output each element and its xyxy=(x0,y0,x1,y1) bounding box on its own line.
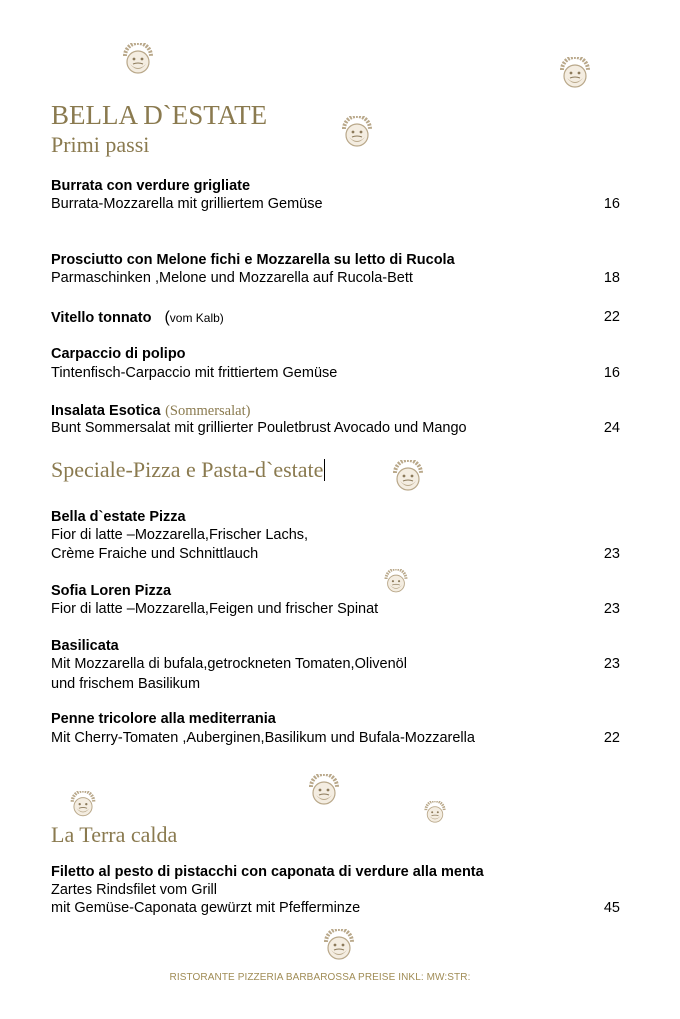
barbarossa-logo-icon xyxy=(423,801,447,825)
dish-price: 22 xyxy=(603,309,620,325)
dish-price: 16 xyxy=(603,365,620,381)
dish-name: Bella d`estate Pizza xyxy=(51,509,186,525)
section-heading-speciale xyxy=(51,457,325,483)
dish-price: 22 xyxy=(603,730,620,746)
dish-description: Fior di latte –Mozzarella,Feigen und frischer Spinat xyxy=(51,601,379,617)
dish-price: 23 xyxy=(603,656,620,672)
section-heading-primi-passi: Primi passi xyxy=(51,132,150,157)
barbarossa-logo-icon xyxy=(121,43,155,77)
dish-description: und frischem Basilikum xyxy=(51,676,201,692)
dish-description: Crème Fraiche und Schnittlauch xyxy=(51,546,259,562)
dish-name: Insalata Esotica xyxy=(51,403,161,419)
barbarossa-logo-icon xyxy=(322,929,356,963)
dish-name-row xyxy=(51,309,224,327)
barbarossa-logo-icon xyxy=(69,791,97,819)
dish-price: 16 xyxy=(603,196,620,212)
dish-name: Burrata con verdure grigliate xyxy=(51,178,251,194)
dish-name: Carpaccio di polipo xyxy=(51,346,186,362)
footer-text: RISTORANTE PIZZERIA BARBAROSSA PREISE INKL: MW:STR: xyxy=(169,972,471,983)
menu-title: BELLA D`ESTATE xyxy=(51,100,268,130)
dish-description: Zartes Rindsfilet vom Grill xyxy=(51,882,217,898)
dish-note: (Sommersalat) xyxy=(165,403,251,419)
text-cursor xyxy=(324,459,325,481)
dish-name-row xyxy=(51,402,250,420)
dish-description: mit Gemüse-Caponata gewürzt mit Pfefferminze xyxy=(51,900,361,916)
dish-price: 23 xyxy=(603,601,620,617)
barbarossa-logo-icon xyxy=(558,57,592,91)
dish-price: 23 xyxy=(603,546,620,562)
dish-name: Vitello tonnato xyxy=(51,310,152,326)
section-heading-text: Speciale-Pizza e Pasta-d`estate xyxy=(51,457,324,482)
section-heading-la-terra-calda: La Terra calda xyxy=(51,822,178,847)
dish-name: Sofia Loren Pizza xyxy=(51,583,172,599)
dish-price: 45 xyxy=(603,900,620,916)
barbarossa-logo-icon xyxy=(307,774,341,808)
barbarossa-logo-icon xyxy=(383,569,409,595)
dish-description: Tintenfisch-Carpaccio mit frittiertem Gemüse xyxy=(51,365,338,381)
dish-name: Filetto al pesto di pistacchi con caponata di verdure alla menta xyxy=(51,864,484,880)
dish-description: Bunt Sommersalat mit grillierter Pouletbrust Avocado und Mango xyxy=(51,420,467,436)
dish-name: Prosciutto con Melone fichi e Mozzarella su letto di Rucola xyxy=(51,252,455,268)
dish-description: Parmaschinken ,Melone und Mozzarella auf Rucola-Bett xyxy=(51,270,413,286)
note-paren: ( xyxy=(164,309,170,326)
dish-description: Mit Cherry-Tomaten ,Auberginen,Basilikum und Bufala-Mozzarella xyxy=(51,730,475,746)
dish-price: 18 xyxy=(603,270,620,286)
dish-price: 24 xyxy=(603,420,620,436)
barbarossa-logo-icon xyxy=(391,460,425,494)
dish-note: vom Kalb) xyxy=(169,311,224,325)
dish-name: Basilicata xyxy=(51,638,119,654)
dish-name: Penne tricolore alla mediterrania xyxy=(51,711,276,727)
dish-description: Burrata-Mozzarella mit grilliertem Gemüse xyxy=(51,196,323,212)
dish-description: Mit Mozzarella di bufala,getrockneten Tomaten,Olivenöl xyxy=(51,656,407,672)
dish-description: Fior di latte –Mozzarella,Frischer Lachs, xyxy=(51,527,309,543)
barbarossa-logo-icon xyxy=(340,116,374,150)
